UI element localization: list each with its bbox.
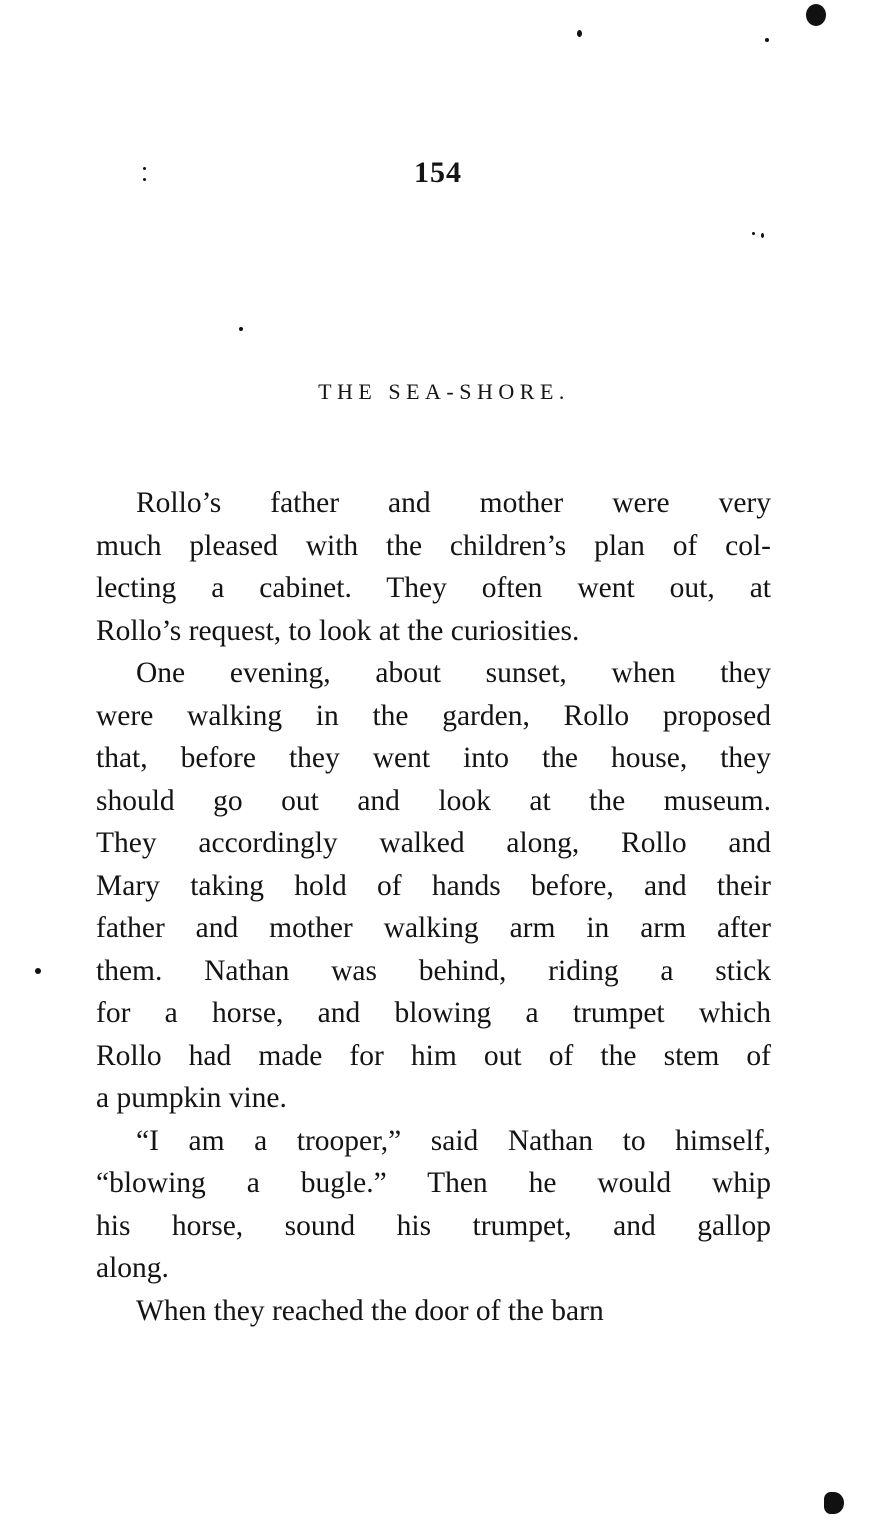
- ink-speck: [765, 38, 769, 42]
- paragraph-line: father and mother walking arm in arm after: [96, 912, 771, 944]
- paragraph-line: Rollo’s father and mother were very: [136, 487, 771, 519]
- chapter-title: THE SEA-SHORE.: [318, 379, 570, 404]
- paragraph-line: along.: [96, 1252, 169, 1284]
- paragraph-line: They accordingly walked along, Rollo and: [96, 827, 771, 859]
- paragraph-line: for a horse, and blowing a trumpet which: [96, 997, 771, 1029]
- paragraph-line: “blowing a bugle.” Then he would whip: [96, 1167, 771, 1199]
- ink-speck: [577, 30, 582, 37]
- ink-speck: [239, 327, 243, 331]
- paragraph-line: Mary taking hold of hands before, and their: [96, 869, 771, 902]
- ink-speck: [761, 233, 764, 238]
- ink-speck: [143, 178, 146, 181]
- ink-speck: [824, 1492, 844, 1514]
- ink-speck: [35, 968, 41, 974]
- paragraph-line: One evening, about sunset, when they: [136, 657, 771, 689]
- paragraph-line: lecting a cabinet. They often went out, at: [96, 572, 771, 604]
- paragraph: [96, 1290, 771, 1333]
- paragraph-line: much pleased with the children’s plan of col-: [96, 529, 771, 562]
- paragraph-line: a pumpkin vine.: [96, 1082, 287, 1114]
- body-text: [96, 482, 771, 1332]
- paragraph-line: his horse, sound his trumpet, and gallop: [96, 1209, 771, 1242]
- paragraph-line: Rollo had made for him out of the stem of: [96, 1039, 771, 1072]
- paragraph-line: them. Nathan was behind, riding a stick: [96, 954, 771, 987]
- paragraph-line: were walking in the garden, Rollo proposed: [96, 699, 771, 732]
- paragraph-line: “I am a trooper,” said Nathan to himself,: [136, 1124, 771, 1157]
- paragraph-line: When they reached the door of the barn: [136, 1294, 604, 1327]
- ink-speck: [752, 232, 755, 235]
- page-number: 154: [414, 156, 462, 189]
- paragraph-line: Rollo’s request, to look at the curiosities.: [96, 614, 580, 647]
- ink-speck: [143, 167, 146, 170]
- paragraph: [96, 652, 771, 1120]
- paragraph: [96, 1120, 771, 1290]
- paragraph: [96, 482, 771, 652]
- ink-speck: [806, 4, 826, 26]
- paragraph-line: that, before they went into the house, they: [96, 742, 771, 774]
- paragraph-line: should go out and look at the museum.: [96, 784, 771, 817]
